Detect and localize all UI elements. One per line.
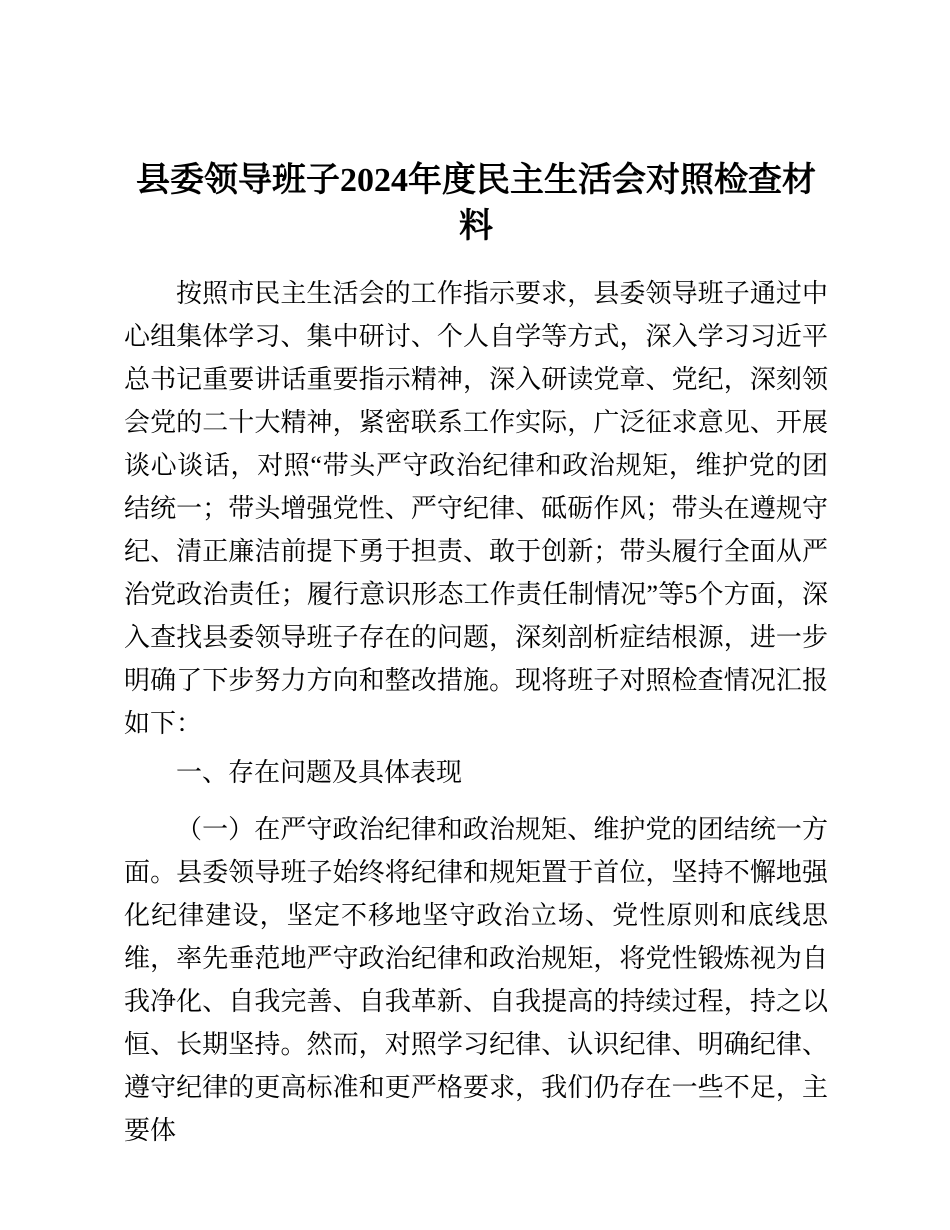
paragraph-section-one: （一）在严守政治纪律和政治规矩、维护党的团结统一方面。县委领导班子始终将纪律和规矩置于首位，坚持不懈地强化纪律建设，坚定不移地坚守政治立场、党性原则和底线思维，率先垂范地严守政治纪律和政治规矩，将党性锻炼视为自我净化、自我完善、自我革新、自我提高的持续过程，持之以恒、长期坚持。然而，对照学习纪律、认识纪律、明确纪律、遵守纪律的更高标准和更严格要求，我们仍存在一些不足，主要体 [124,814,828,1145]
document-title: 县委领导班子2024年度民主生活会对照检查材料 [136,162,816,245]
paragraph-intro: 按照市民主生活会的工作指示要求，县委领导班子通过中心组集体学习、集中研讨、个人自学等方式，深入学习习近平总书记重要讲话重要指示精神，深入研读党章、党纪，深刻领会党的二十大精神，紧密联系工作实际，广泛征求意见、开展谈心谈话，对照“带头严守政治纪律和政治规矩，维护党的团结统一；带头增强党性、严守纪律、砥砺作风；带头在遵规守纪、清正廉洁前提下勇于担责、敢于创新；带头履行全面从严治党政治责任；履行意识形态工作责任制情况”等5个方面，深入查找县委领导班子存在的问题，深刻剖析症结根源，进一步明确了下步努力方向和整改措施。现将班子对照检查情况汇报如下： [124,278,828,738]
section-heading-problems: 一、存在问题及具体表现 [176,757,463,787]
